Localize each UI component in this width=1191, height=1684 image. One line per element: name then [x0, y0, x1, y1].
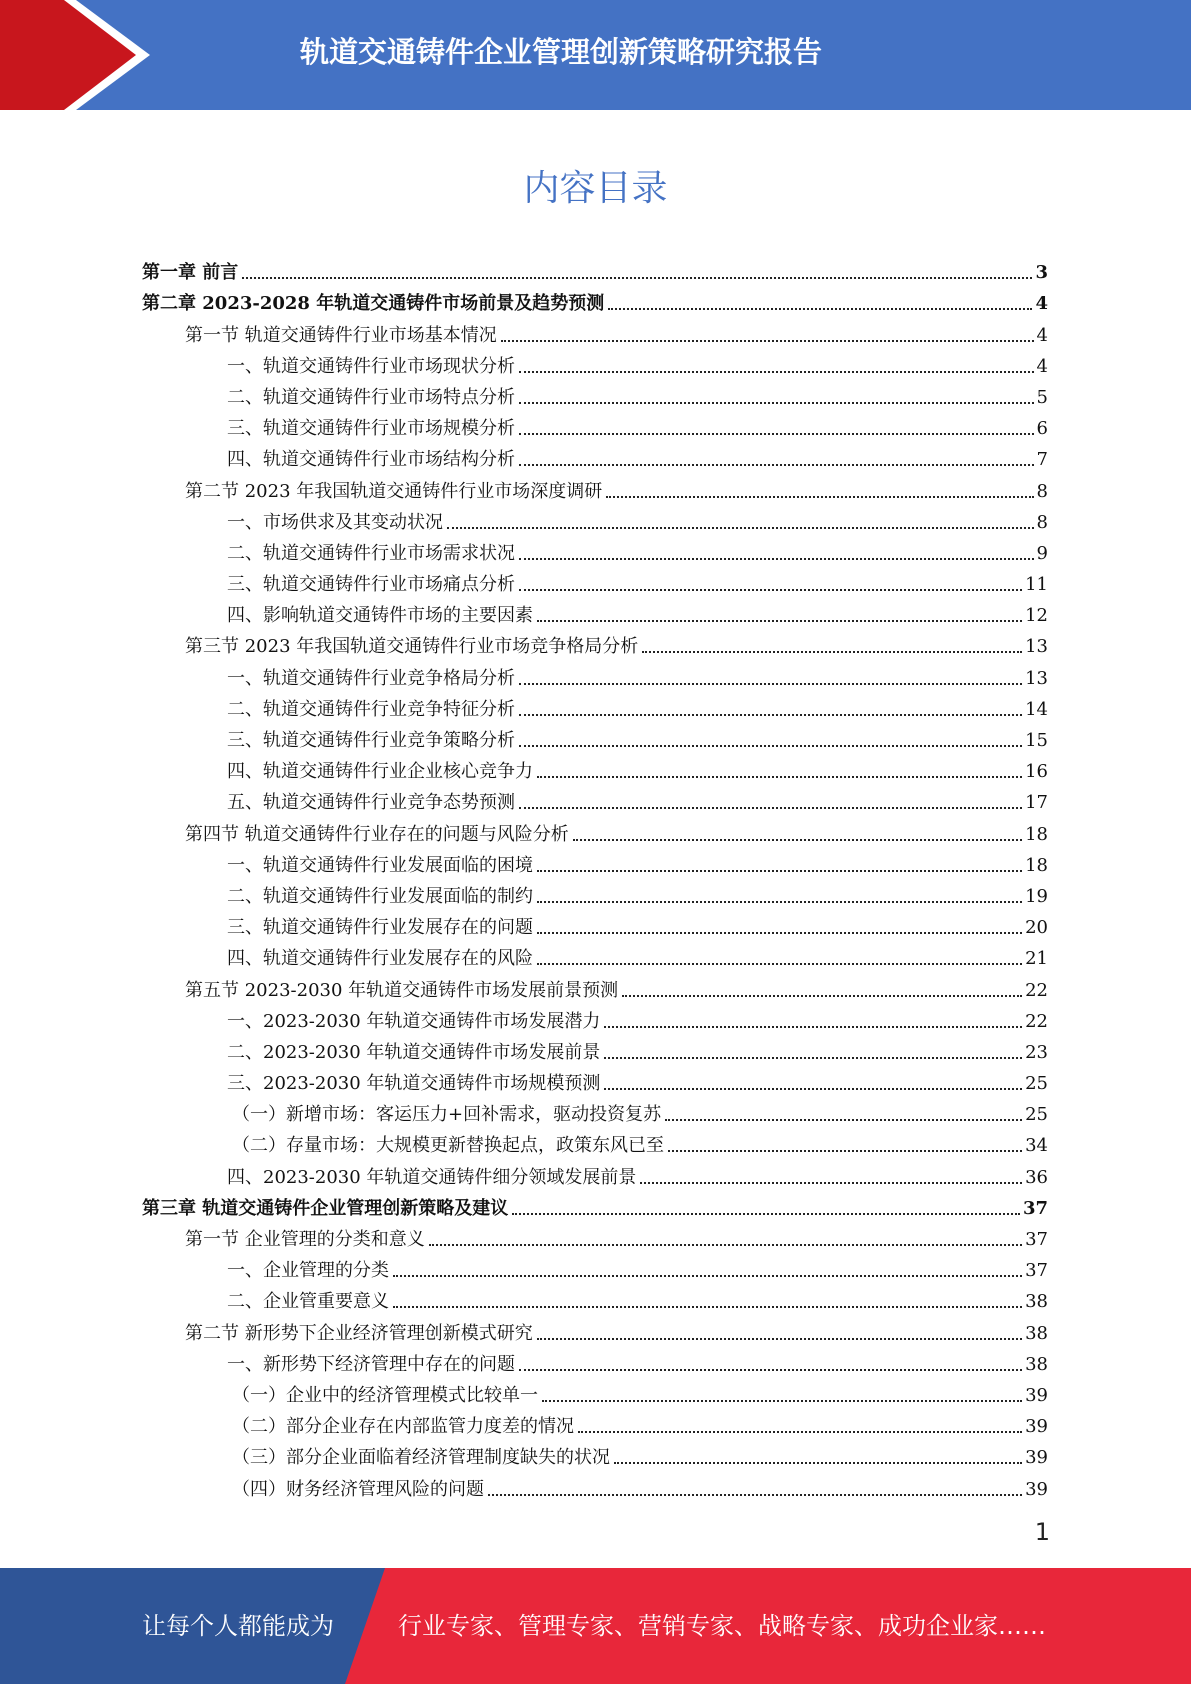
dot-leader	[537, 901, 1022, 903]
toc-entry-title: 四、2023-2030 年轨道交通铸件细分领域发展前景	[227, 1166, 637, 1188]
toc-entry[interactable]	[142, 878, 1048, 909]
dot-leader	[604, 1057, 1022, 1059]
toc-entry-page: 39	[1025, 1447, 1048, 1469]
toc-entry[interactable]	[142, 379, 1048, 410]
toc-entry[interactable]	[142, 535, 1048, 566]
toc-entry[interactable]	[142, 441, 1048, 472]
toc-entry-title: 一、新形势下经济管理中存在的问题	[227, 1353, 515, 1375]
toc-entry-page: 6	[1036, 418, 1048, 440]
dot-leader	[519, 807, 1022, 809]
toc-entry[interactable]	[142, 316, 1048, 347]
toc-entry-title: 二、轨道交通铸件行业竞争特征分析	[227, 698, 515, 720]
toc-entry-page: 39	[1025, 1416, 1048, 1438]
toc-entry[interactable]	[142, 410, 1048, 441]
dot-leader	[501, 340, 1034, 342]
toc-entry-page: 22	[1025, 979, 1048, 1001]
toc-entry-page: 4	[1036, 355, 1048, 377]
toc-entry[interactable]	[142, 1314, 1048, 1345]
toc-entry-title: 第一节 轨道交通铸件行业市场基本情况	[185, 324, 497, 346]
toc-entry-page: 37	[1025, 1260, 1048, 1282]
toc-entry-title: 五、轨道交通铸件行业竞争态势预测	[227, 792, 515, 814]
toc-heading: 内容目录	[523, 168, 668, 209]
toc-entry[interactable]	[142, 504, 1048, 535]
toc-entry[interactable]	[142, 566, 1048, 597]
toc-entry[interactable]	[142, 691, 1048, 722]
dot-leader	[393, 1306, 1022, 1308]
dot-leader	[447, 527, 1034, 529]
toc-entry-title: 三、轨道交通铸件行业市场痛点分析	[227, 574, 515, 596]
dot-leader	[242, 277, 1032, 279]
header-banner	[0, 0, 1191, 110]
toc-entry-title: 三、2023-2030 年轨道交通铸件市场规模预测	[227, 1073, 601, 1095]
dot-leader	[606, 496, 1033, 498]
dot-leader	[640, 1182, 1022, 1184]
toc-entry[interactable]	[142, 909, 1048, 940]
toc-entry-title: （二）存量市场：大规模更新替换起点，政策东风已至	[232, 1135, 664, 1157]
toc-entry-page: 38	[1025, 1353, 1048, 1375]
toc-entry-title: 第一节 企业管理的分类和意义	[185, 1229, 425, 1250]
footer-slogan-left: 让每个人都能成为	[142, 1612, 334, 1640]
toc-entry-page: 8	[1036, 511, 1048, 533]
toc-entry-page: 16	[1025, 761, 1048, 783]
toc-entry-page: 5	[1036, 386, 1048, 408]
toc-entry[interactable]	[142, 784, 1048, 815]
toc-entry-page: 17	[1025, 792, 1048, 814]
toc-entry-title: 一、轨道交通铸件行业发展面临的困境	[227, 854, 533, 876]
toc-entry-title: 二、轨道交通铸件行业市场特点分析	[227, 386, 515, 408]
dot-leader	[537, 963, 1022, 965]
toc-entry-page: 15	[1025, 730, 1048, 751]
dot-leader	[665, 1119, 1022, 1121]
dot-leader	[519, 558, 1034, 560]
toc-entry[interactable]	[142, 628, 1048, 659]
toc-entry-page: 25	[1025, 1104, 1048, 1126]
dot-leader	[668, 1150, 1022, 1152]
dot-leader	[519, 714, 1022, 716]
toc-entry-title: 第一章 前言	[142, 262, 239, 284]
toc-entry-page: 13	[1025, 636, 1048, 658]
toc-entry-title: 二、轨道交通铸件行业发展面临的制约	[227, 885, 533, 907]
toc-entry-page: 4	[1036, 324, 1048, 346]
toc-entry-page: 13	[1025, 667, 1048, 689]
toc-entry[interactable]	[142, 1470, 1048, 1501]
toc-entry-page: 14	[1025, 698, 1048, 720]
footer-banner	[0, 1568, 1191, 1684]
toc-entry-title: 二、轨道交通铸件行业市场需求状况	[227, 542, 515, 564]
toc-entry[interactable]	[142, 1096, 1048, 1127]
dot-leader	[519, 464, 1034, 466]
toc-entry-title: 第三节 2023 年我国轨道交通铸件行业市场竞争格局分析	[185, 636, 639, 658]
dot-leader	[519, 371, 1034, 373]
toc-entry-page: 20	[1025, 917, 1048, 939]
dot-leader	[519, 589, 1022, 591]
toc-entry-title: 四、轨道交通铸件行业发展存在的风险	[227, 948, 533, 970]
page-number: 1	[1034, 1518, 1050, 1546]
footer-slogan-right: 行业专家、管理专家、营销专家、战略专家、成功企业家……	[398, 1612, 1046, 1640]
dot-leader	[488, 1494, 1022, 1496]
toc-entry[interactable]	[142, 1190, 1048, 1221]
toc-entry-page: 9	[1036, 542, 1048, 564]
dot-leader	[604, 1088, 1022, 1090]
toc-entry-title: （一）新增市场：客运压力+回补需求，驱动投资复苏	[232, 1104, 662, 1126]
toc-entry[interactable]	[142, 1408, 1048, 1439]
dot-leader	[393, 1275, 1022, 1277]
toc-entry-title: （二）部分企业存在内部监管力度差的情况	[232, 1416, 574, 1438]
toc-entry[interactable]	[142, 1127, 1048, 1158]
dot-leader	[642, 651, 1022, 653]
dot-leader	[542, 1400, 1022, 1402]
toc-entry[interactable]	[142, 1034, 1048, 1065]
toc-entry-title: 一、市场供求及其变动状况	[227, 511, 443, 533]
toc-entry-page: 11	[1025, 574, 1048, 596]
toc-entry-page: 7	[1036, 449, 1048, 471]
toc-entry-page: 38	[1025, 1291, 1048, 1313]
toc-entry-title: 第二节 2023 年我国轨道交通铸件行业市场深度调研	[185, 480, 603, 502]
toc-entry[interactable]	[142, 1439, 1048, 1470]
toc-entry-title: 四、影响轨道交通铸件市场的主要因素	[227, 605, 533, 627]
toc-entry-title: （三）部分企业面临着经济管理制度缺失的状况	[232, 1447, 610, 1469]
toc-entry[interactable]	[142, 1003, 1048, 1034]
dot-leader	[537, 776, 1022, 778]
toc-entry-title: 第二节 新形势下企业经济管理创新模式研究	[185, 1322, 533, 1344]
toc-entry-page: 34	[1025, 1135, 1048, 1157]
toc-entry-title: 第三章 轨道交通铸件企业管理创新策略及建议	[142, 1197, 509, 1219]
dot-leader	[537, 620, 1022, 622]
toc-entry-title: （一）企业中的经济管理模式比较单一	[232, 1384, 538, 1406]
dot-leader	[614, 1462, 1022, 1464]
toc-entry-title: 一、企业管理的分类	[227, 1260, 389, 1282]
toc-entry-title: （四）财务经济管理风险的问题	[232, 1478, 484, 1500]
toc-entry-title: 四、轨道交通铸件行业企业核心竞争力	[227, 761, 533, 783]
toc-entry-title: 三、轨道交通铸件行业发展存在的问题	[227, 917, 533, 939]
toc-entry-page: 37	[1022, 1197, 1048, 1219]
toc-entry-page: 39	[1025, 1384, 1048, 1406]
dot-leader	[537, 1338, 1022, 1340]
dot-leader	[622, 995, 1022, 997]
dot-leader	[519, 683, 1022, 685]
toc-entry-page: 3	[1035, 262, 1048, 284]
toc-entry[interactable]	[142, 815, 1048, 846]
dot-leader	[573, 839, 1022, 841]
toc-entry-page: 37	[1025, 1229, 1048, 1250]
toc-entry-title: 二、2023-2030 年轨道交通铸件市场发展前景	[227, 1041, 601, 1063]
toc-entry[interactable]	[142, 285, 1048, 316]
toc-entry-page: 21	[1025, 948, 1048, 970]
dot-leader	[519, 402, 1034, 404]
dot-leader	[578, 1431, 1022, 1433]
dot-leader	[519, 745, 1022, 747]
toc-entry-page: 39	[1025, 1478, 1048, 1500]
toc-entry[interactable]	[142, 254, 1048, 285]
toc-entry-title: 第五节 2023-2030 年轨道交通铸件市场发展前景预测	[185, 979, 619, 1001]
toc-entry[interactable]	[142, 659, 1048, 690]
toc-entry[interactable]	[142, 1221, 1048, 1252]
toc-entry-title: 三、轨道交通铸件行业市场规模分析	[227, 418, 515, 440]
toc-entry[interactable]	[142, 1252, 1048, 1283]
toc-entry[interactable]	[142, 348, 1048, 379]
dot-leader	[519, 1369, 1022, 1371]
toc-entry[interactable]	[142, 1158, 1048, 1189]
toc-entry-title: 一、轨道交通铸件行业市场现状分析	[227, 355, 515, 377]
toc-entry[interactable]	[142, 597, 1048, 628]
report-title: 轨道交通铸件企业管理创新策略研究报告	[300, 35, 823, 69]
toc-entry[interactable]	[142, 847, 1048, 878]
toc-entry-title: 第二章 2023-2028 年轨道交通铸件市场前景及趋势预测	[142, 293, 605, 315]
toc-entry-page: 22	[1025, 1010, 1048, 1032]
red-chevron-decoration	[0, 0, 152, 110]
toc-entry-page: 4	[1035, 293, 1048, 315]
toc-entry-title: 二、企业管重要意义	[227, 1291, 389, 1313]
toc-entry-title: 第四节 轨道交通铸件行业存在的问题与风险分析	[185, 823, 569, 845]
dot-leader	[429, 1244, 1022, 1246]
toc-entry[interactable]	[142, 940, 1048, 971]
toc-entry-page: 12	[1025, 605, 1048, 627]
toc-entry-page: 18	[1025, 823, 1048, 845]
toc-entry[interactable]	[142, 753, 1048, 784]
toc-entry-page: 19	[1025, 885, 1048, 907]
toc-entry[interactable]	[142, 1346, 1048, 1377]
toc-entry[interactable]	[142, 472, 1048, 503]
toc-entry[interactable]	[142, 1283, 1048, 1314]
toc-entry-title: 一、轨道交通铸件行业竞争格局分析	[227, 667, 515, 689]
dot-leader	[519, 433, 1034, 435]
dot-leader	[537, 870, 1022, 872]
toc-entry-page: 25	[1025, 1073, 1048, 1095]
dot-leader	[512, 1213, 1020, 1215]
toc-entry-page: 23	[1025, 1041, 1048, 1063]
toc-entry-page: 8	[1036, 480, 1048, 502]
table-of-contents	[142, 254, 1048, 1502]
dot-leader	[537, 932, 1022, 934]
toc-entry[interactable]	[142, 1065, 1048, 1096]
dot-leader	[604, 1026, 1022, 1028]
toc-entry-title: 一、2023-2030 年轨道交通铸件市场发展潜力	[227, 1010, 601, 1032]
toc-entry-page: 36	[1025, 1166, 1048, 1188]
toc-entry-page: 18	[1025, 854, 1048, 876]
toc-entry[interactable]	[142, 971, 1048, 1002]
toc-entry[interactable]	[142, 1377, 1048, 1408]
dot-leader	[608, 308, 1032, 310]
toc-entry-title: 四、轨道交通铸件行业市场结构分析	[227, 449, 515, 471]
toc-entry[interactable]	[142, 722, 1048, 753]
toc-entry-title: 三、轨道交通铸件行业竞争策略分析	[227, 730, 515, 751]
toc-entry-page: 38	[1025, 1322, 1048, 1344]
